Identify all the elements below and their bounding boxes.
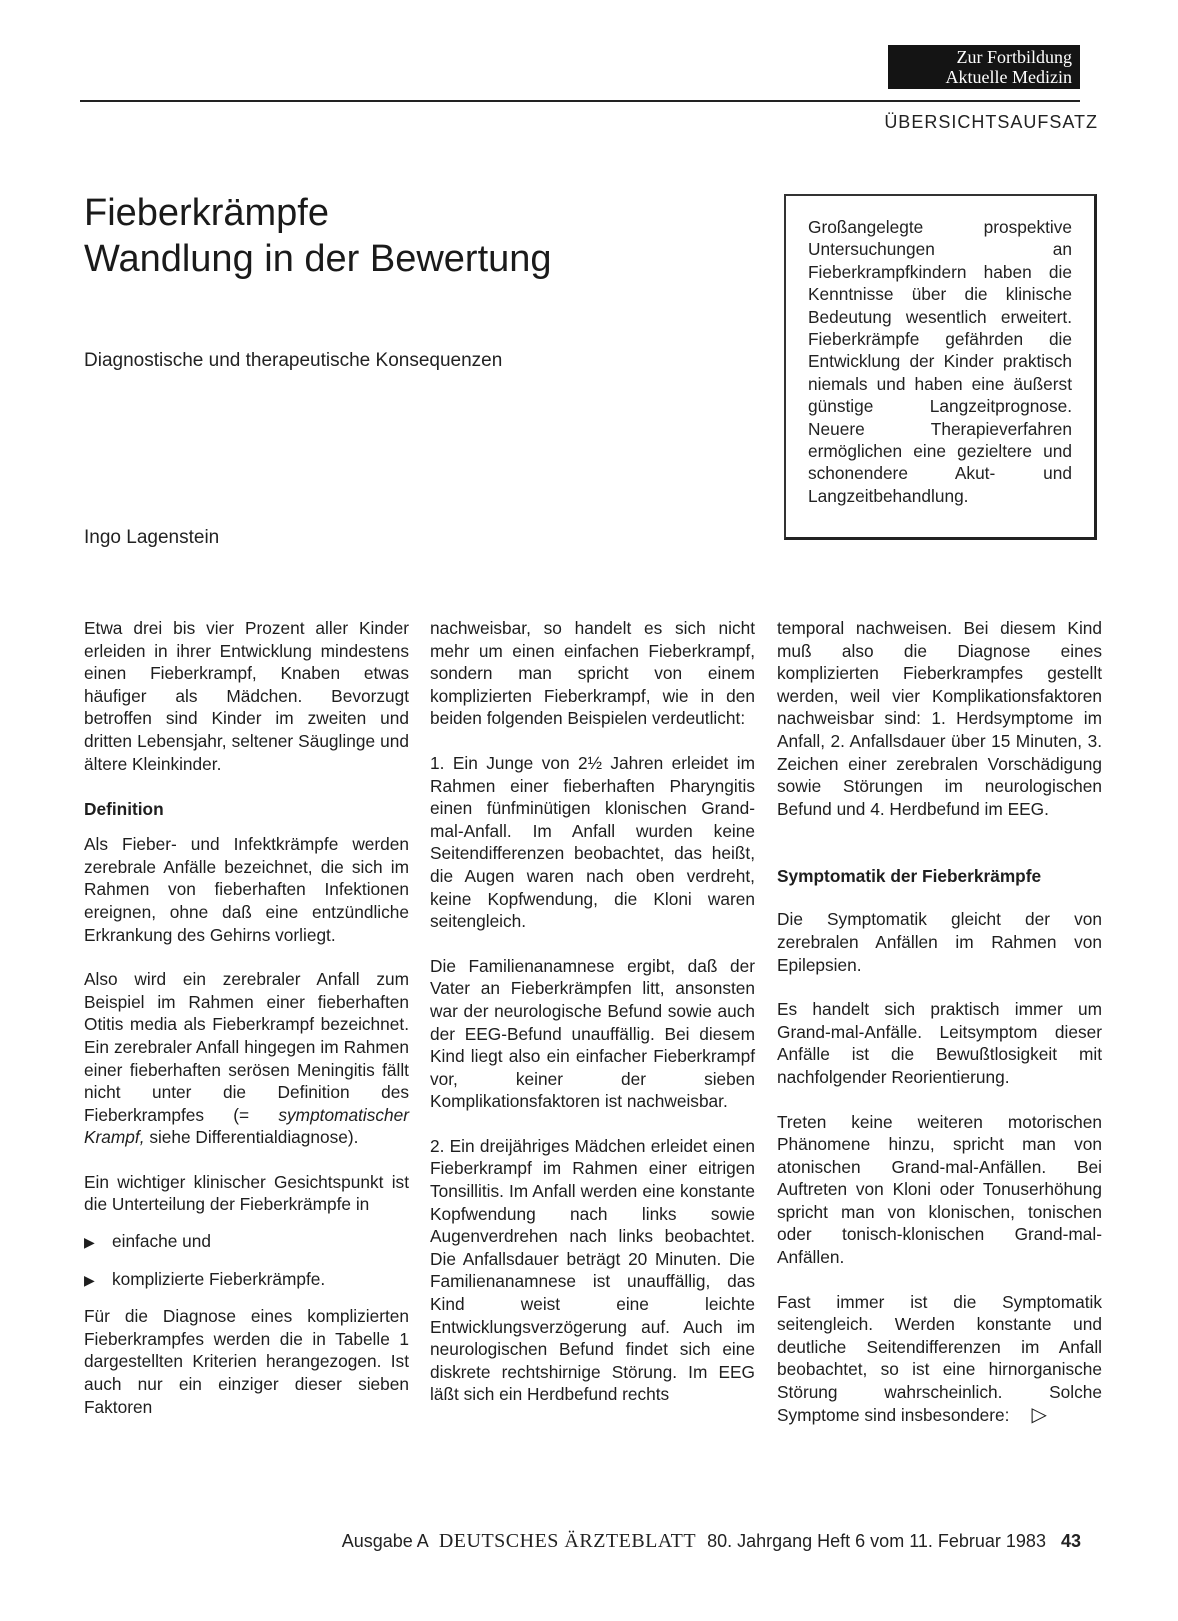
bullet-list bbox=[84, 1230, 409, 1291]
paragraph: Die Familienanamnese ergibt, daß der Vater an Fieberkrämpfen litt, ansonsten war der neurologische Befund sowie auch der EEG-Befund unauffällig. Bei diesem Kind liegt also ein einfacher Fieberkrampf vor, keiner der sieben Komplikationsfaktoren ist nachweisbar. bbox=[430, 955, 755, 1112]
article-subtitle: Diagnostische und therapeutische Konsequenzen bbox=[84, 350, 503, 371]
paragraph: Etwa drei bis vier Prozent aller Kinder erleiden in ihrer Entwicklung mindestens einen Fieberkrampf, Knaben etwas häufiger als Mädchen. Bevorzugt betroffen sind Kinder im zweiten und dritten Lebensjahr, seltener Säuglinge und ältere Kleinkinder. bbox=[84, 618, 409, 774]
bullet-arrow-icon: ▶ bbox=[84, 1271, 95, 1288]
article-type-label: ÜBERSICHTSAUFSATZ bbox=[884, 112, 1098, 132]
paragraph-text: Also wird ein zerebraler Anfall zum Beispiel im Rahmen einer fieberhaften Otitis media als Fieberkrampf bezeichnet. Ein zerebraler Anfall hingegen im Rahmen einer fieberhaften serösen Meningitis fällt nicht unter die Definition des Fieberkrampfes (= bbox=[84, 969, 409, 1125]
abstract-text: Großangelegte prospektive Untersuchungen an Fieberkrampfkindern haben die Kenntnisse über die klinische Bedeutung wesentlich erweitert. Fieberkrämpfe gefährden die Entwicklung der Kinder praktisch niemals und haben eine äußerst günstige Langzeitprognose. Neuere Therapieverfahren ermöglichen eine gezieltere und schonendere Akut- und Langzeitbehandlung. bbox=[808, 217, 1072, 506]
paragraph: Ein wichtiger klinischer Gesichtspunkt ist die Unterteilung der Fieberkrämpfe in bbox=[84, 1171, 409, 1215]
section-tag-line-2: Aktuelle Medizin bbox=[945, 67, 1072, 87]
paragraph: Es handelt sich praktisch immer um Grand-mal-Anfälle. Leitsymptom dieser Anfälle ist die Bewußtlosigkeit mit nachfolgender Reorientierung. bbox=[777, 999, 1102, 1087]
footer-journal-name: DEUTSCHES ÄRZTEBLATT bbox=[438, 1530, 697, 1552]
page-number: 43 bbox=[1060, 1531, 1081, 1551]
text-column-2 bbox=[430, 617, 755, 1428]
paragraph: temporal nachweisen. Bei diesem Kind muß also die Diagnose eines komplizierten Fieberkrampfes gestellt werden, weil vier Komplikationsfaktoren nachweisbar sind: 1. Herdsymptome im Anfall, 2. Anfallsdauer über 15 Minuten, 3. Zeichen einer zerebralen Vorschädigung sowie Störungen im neurologischen Befund und 4. Herdbefund im EEG. bbox=[777, 618, 1102, 819]
paragraph bbox=[777, 1291, 1102, 1427]
header-rule bbox=[80, 100, 1080, 102]
list-item bbox=[84, 1268, 409, 1292]
paragraph: Die Symptomatik gleicht der von zerebralen Anfällen im Rahmen von Epilepsien. bbox=[777, 909, 1102, 975]
list-item-text: einfache und bbox=[112, 1231, 211, 1252]
author-name: Ingo Lagenstein bbox=[84, 527, 220, 548]
section-tag bbox=[888, 45, 1080, 89]
paragraph: Als Fieber- und Infektkrämpfe werden zerebrale Anfälle bezeichnet, die sich im Rahmen von fieberhaften Infektionen ereignen, ohne daß eine entzündliche Erkrankung des Gehirns vorliegt. bbox=[84, 834, 409, 945]
continue-arrow-icon: ▷ bbox=[1031, 1403, 1047, 1426]
paragraph: Für die Diagnose eines komplizierten Fieberkrampfes werden die in Tabelle 1 dargestellten Kriterien herangezogen. Ist auch nur ein einziger dieser sieben Faktoren bbox=[84, 1306, 409, 1417]
paragraph-text: Fast immer ist die Symptomatik seitengleich. Werden konstante und deutliche Seitendifferenzen im Anfall beobachtet, so ist eine hirnorganische Störung wahrscheinlich. Solche Symptome sind insbesondere: bbox=[777, 1291, 1102, 1425]
paragraph-text: siehe Differentialdiagnose). bbox=[144, 1127, 359, 1148]
paragraph: 1. Ein Junge von 2½ Jahren erleidet im Rahmen einer fieberhaften Pharyngitis einen fünfminütigen klonischen Grand-mal-Anfall. Im Anfall wurden keine Seitendifferenzen beobachtet, das heißt, die Augen waren nach oben verdreht, keine Kopfwendung, die Kloni waren seitengleich. bbox=[430, 752, 755, 932]
text-column-1 bbox=[84, 617, 409, 1440]
section-heading-symptomatik: Symptomatik der Fieberkrämpfe bbox=[777, 866, 1042, 887]
section-heading-definition: Definition bbox=[84, 799, 164, 820]
bullet-arrow-icon: ▶ bbox=[84, 1234, 95, 1251]
paragraph: nachweisbar, so handelt es sich nicht mehr um einen einfachen Fieberkrampf, sondern man spricht von einem komplizierten Fieberkrampf, wie in den beiden folgenden Beispielen verdeutlicht: bbox=[430, 618, 755, 729]
page-footer bbox=[0, 1530, 1081, 1553]
abstract-box bbox=[784, 194, 1097, 540]
paragraph: Treten keine weiteren motorischen Phänomene hinzu, spricht man von atonischen Grand-mal-Anfällen. Bei Auftreten von Kloni oder Tonuserhöhung spricht man von klonischen, tonischen oder tonisch-klonischen Grand-mal-Anfällen. bbox=[777, 1111, 1102, 1268]
title-line-1: Fieberkrämpfe bbox=[84, 192, 329, 234]
text-column-3 bbox=[777, 617, 1102, 1448]
italic-term: symptomatischer Krampf, bbox=[84, 1104, 409, 1148]
article-title bbox=[84, 190, 552, 282]
list-item bbox=[84, 1230, 409, 1254]
list-item-text: komplizierte Fieberkrämpfe. bbox=[112, 1268, 326, 1289]
footer-edition: Ausgabe A bbox=[341, 1531, 428, 1551]
paragraph: 2. Ein dreijähriges Mädchen erleidet einen Fieberkrampf im Rahmen einer eitrigen Tonsillitis. Im Anfall werden eine konstante Kopfwendung nach links sowie Augenverdrehen nach links beobachtet. Die Anfallsdauer beträgt 20 Minuten. Die Familienanamnese ist unauffällig, das Kind weist eine leichte Entwicklungsverzögerung auf. Auch im neurologischen Befund findet sich eine diskrete rechtshirnige Störung. Im EEG läßt sich ein Herdbefund rechts bbox=[430, 1135, 755, 1405]
footer-issue: 80. Jahrgang Heft 6 vom 11. Februar 1983 bbox=[707, 1531, 1046, 1551]
paragraph bbox=[84, 968, 409, 1149]
title-line-2: Wandlung in der Bewertung bbox=[84, 238, 552, 280]
section-tag-line-1: Zur Fortbildung bbox=[956, 47, 1072, 67]
